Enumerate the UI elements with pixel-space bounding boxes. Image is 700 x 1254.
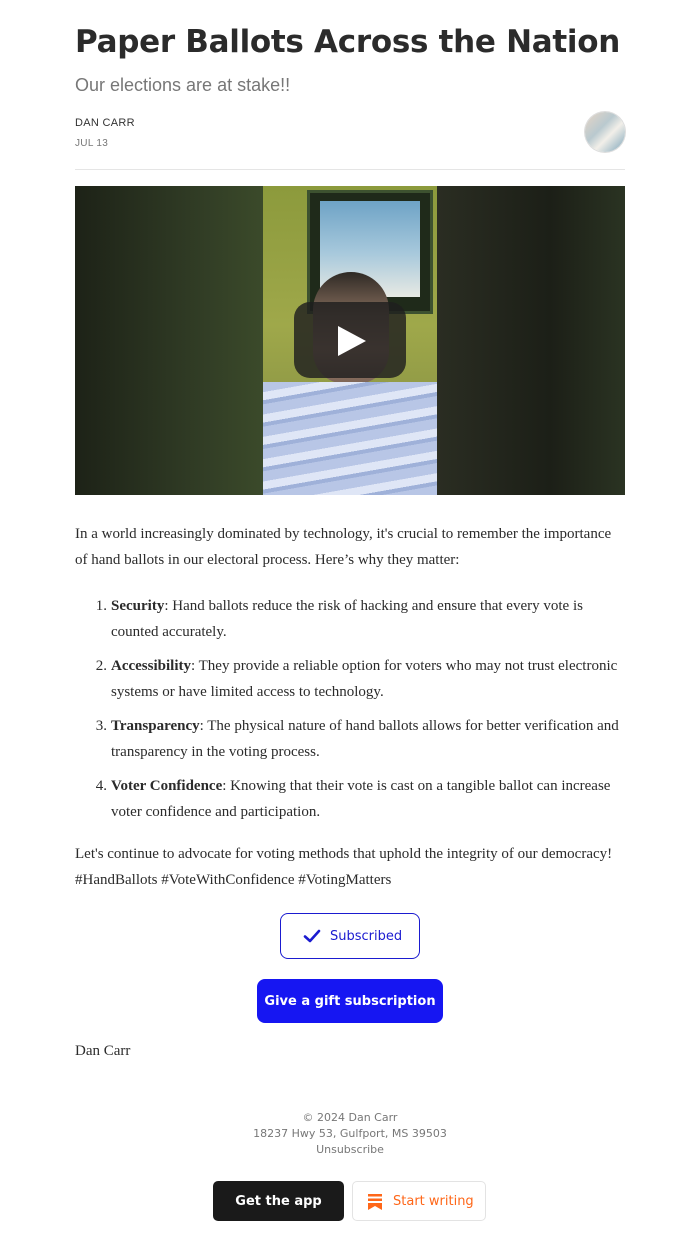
bookmark-icon xyxy=(368,1194,382,1210)
closing-paragraph: Let's continue to advocate for voting methods that uphold the integrity of our democracy! #HandBallots #VoteWithConfidence #VotingMatters xyxy=(75,846,613,888)
video-blur-right xyxy=(437,186,625,495)
author-name[interactable]: DAN CARR xyxy=(75,117,135,129)
post-date: JUL 13 xyxy=(75,138,109,149)
address: 18237 Hwy 53, Gulfport, MS 39503 xyxy=(253,1127,447,1140)
start-writing-button[interactable]: Start writing xyxy=(352,1181,486,1221)
get-app-button[interactable]: Get the app xyxy=(213,1181,344,1221)
gift-subscription-button[interactable]: Give a gift subscription xyxy=(257,979,443,1023)
checkmark-icon xyxy=(303,928,321,944)
list-term: Transparency xyxy=(111,718,200,734)
avatar[interactable] xyxy=(585,112,625,152)
footer xyxy=(75,1110,625,1158)
person-shirt xyxy=(263,382,437,495)
video-blur-left xyxy=(75,186,263,495)
header-divider xyxy=(75,169,625,170)
play-button[interactable] xyxy=(294,302,406,378)
play-icon xyxy=(336,324,368,358)
copyright: © 2024 Dan Carr xyxy=(302,1111,398,1124)
list-term: Accessibility xyxy=(111,658,191,674)
signoff: Dan Carr xyxy=(75,1043,131,1059)
video-player[interactable] xyxy=(75,186,625,495)
unsubscribe-link[interactable]: Unsubscribe xyxy=(316,1143,384,1156)
subscribed-button[interactable]: Subscribed xyxy=(280,913,420,959)
post-subtitle: Our elections are at stake!! xyxy=(75,75,291,95)
list-term: Security xyxy=(111,598,165,614)
intro-paragraph: In a world increasingly dominated by technology, it's crucial to remember the importance of hand ballots in our electoral process. Here’s why they matter: xyxy=(75,526,612,568)
post-title: Paper Ballots Across the Nation xyxy=(75,24,620,60)
list-term: Voter Confidence xyxy=(111,778,223,794)
